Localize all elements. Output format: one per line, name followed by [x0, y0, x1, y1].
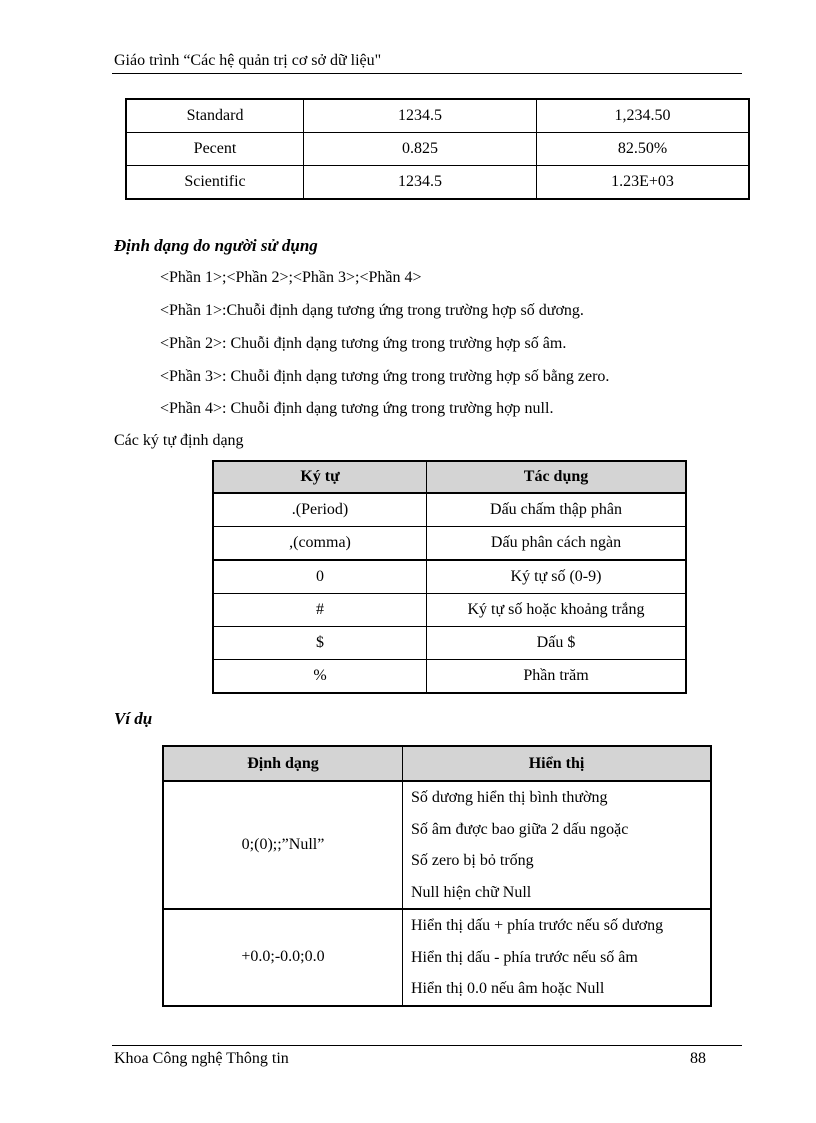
header-rule [112, 73, 742, 74]
part-description: <Phần 2>: Chuỗi định dạng tương ứng trong trường hợp số âm. [160, 335, 567, 352]
effect-cell: Ký tự số hoặc khoảng trắng [427, 594, 687, 627]
format-name-cell: Scientific [126, 166, 304, 200]
table-row [213, 594, 686, 627]
format-name-cell: Pecent [126, 133, 304, 166]
char-cell: # [213, 594, 427, 627]
column-header: Hiển thị [403, 746, 712, 781]
table-row [213, 493, 686, 527]
column-header: Tác dụng [427, 461, 687, 493]
table-row [126, 133, 749, 166]
effect-cell: Ký tự số (0-9) [427, 560, 687, 594]
example-table [162, 745, 712, 1007]
table-row [126, 166, 749, 200]
format-chars-table [212, 460, 687, 694]
format-cell: +0.0;-0.0;0.0 [163, 909, 403, 1006]
display-line: Hiển thị dấu + phía trước nếu số dương [411, 917, 664, 934]
effect-cell: Dấu phân cách ngàn [427, 527, 687, 561]
page-header-title: Giáo trình “Các hệ quản trị cơ sở dữ liệu" [114, 52, 382, 69]
table-row [163, 781, 711, 909]
char-cell: $ [213, 627, 427, 660]
format-input-cell: 1234.5 [304, 99, 537, 133]
display-line: Số âm được bao giữa 2 dấu ngoặc [411, 820, 629, 838]
char-cell: % [213, 660, 427, 694]
part-description: <Phần 1>:Chuỗi định dạng tương ứng trong trường hợp số dương. [160, 302, 584, 319]
number-format-table [125, 98, 750, 200]
format-name-cell: Standard [126, 99, 304, 133]
display-line: Hiển thị 0.0 nếu âm hoặc Null [411, 980, 605, 997]
footer-rule [112, 1045, 742, 1046]
effect-cell: Phần trăm [427, 660, 687, 694]
table-row [126, 99, 749, 133]
display-line: Hiển thị dấu - phía trước nếu số âm [411, 948, 638, 966]
user-format-heading: Định dạng do người sử dụng [114, 236, 318, 255]
table-row [213, 660, 686, 694]
display-line: Số zero bị bỏ trống [411, 852, 534, 869]
page-number: 88 [690, 1050, 706, 1067]
example-heading: Ví dụ [114, 709, 153, 728]
table-header-row [213, 461, 686, 493]
table-header-row [163, 746, 711, 781]
footer-department: Khoa Công nghệ Thông tin [114, 1050, 289, 1067]
char-cell: .(Period) [213, 493, 427, 527]
format-chars-label: Các ký tự định dạng [114, 432, 244, 449]
table-row [213, 627, 686, 660]
format-output-cell: 1.23E+03 [537, 166, 750, 200]
column-header: Ký tự [213, 461, 427, 493]
format-syntax: <Phần 1>;<Phần 2>;<Phần 3>;<Phần 4> [160, 269, 422, 286]
column-header: Định dạng [163, 746, 403, 781]
format-cell: 0;(0);;”Null” [163, 781, 403, 909]
table-row [213, 527, 686, 561]
table-row [213, 560, 686, 594]
format-input-cell: 0.825 [304, 133, 537, 166]
display-cell [403, 909, 712, 1006]
format-input-cell: 1234.5 [304, 166, 537, 200]
display-line: Null hiện chữ Null [411, 883, 532, 901]
format-output-cell: 82.50% [537, 133, 750, 166]
effect-cell: Dấu chấm thập phân [427, 493, 687, 527]
display-line: Số dương hiển thị bình thường [411, 789, 608, 806]
display-cell [403, 781, 712, 909]
table-row [163, 909, 711, 1006]
char-cell: ,(comma) [213, 527, 427, 561]
part-description: <Phần 4>: Chuỗi định dạng tương ứng trong trường hợp null. [160, 400, 554, 417]
char-cell: 0 [213, 560, 427, 594]
part-description: <Phần 3>: Chuỗi định dạng tương ứng trong trường hợp số bằng zero. [160, 368, 610, 385]
effect-cell: Dấu $ [427, 627, 687, 660]
format-output-cell: 1,234.50 [537, 99, 750, 133]
